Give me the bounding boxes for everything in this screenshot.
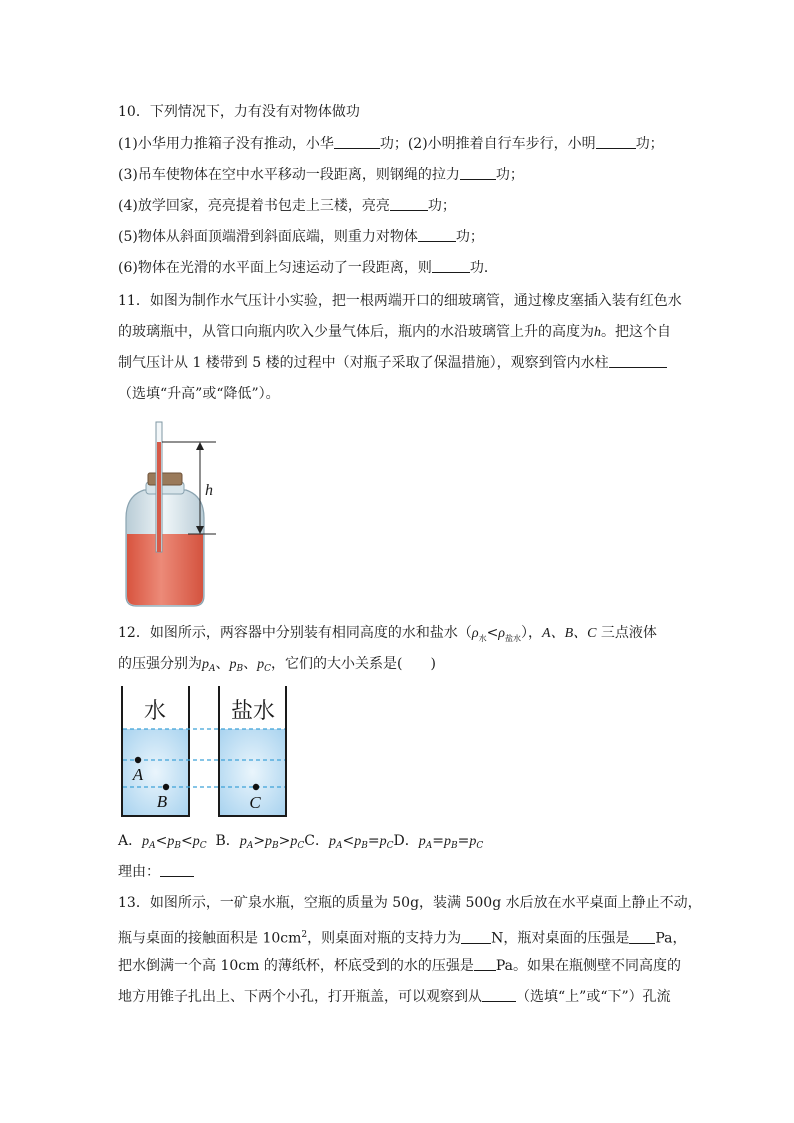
sub-c: C xyxy=(297,841,305,851)
p: p xyxy=(142,834,150,849)
option-a[interactable] xyxy=(118,833,207,849)
q13-line3 xyxy=(118,957,681,975)
p: p xyxy=(257,657,265,672)
label-b: B xyxy=(156,792,168,811)
sub-b: B xyxy=(361,841,368,851)
var-h: h xyxy=(594,325,601,340)
q12-options xyxy=(118,832,483,855)
q10-l1b: 功；(2)小明推着自行车步行，小明 xyxy=(379,136,596,152)
answer-blank[interactable] xyxy=(160,863,194,877)
red-water xyxy=(127,534,203,605)
q12-l1b: ）， xyxy=(521,625,543,641)
q12-l2a: 的压强分别为 xyxy=(118,656,202,672)
sub-c: C xyxy=(199,841,207,851)
lt: < xyxy=(486,625,499,641)
option-c[interactable] xyxy=(304,833,393,849)
points: A、B、C xyxy=(542,626,597,641)
q10-line1 xyxy=(118,135,664,153)
p: p xyxy=(229,657,237,672)
sub-b: B xyxy=(174,841,181,851)
q13-l2c: N，瓶对桌面的压强是 xyxy=(491,930,630,947)
sub-water: 水 xyxy=(478,634,487,643)
q13-l2b: ，则桌面对瓶的支持力为 xyxy=(307,930,462,947)
point-c xyxy=(253,784,259,790)
option-d-label: D． xyxy=(393,833,419,849)
label-salt-water: 盐水 xyxy=(230,699,276,724)
q11-line3 xyxy=(118,354,667,372)
sep: 、 xyxy=(215,656,230,672)
answer-blank[interactable] xyxy=(482,988,516,1002)
q13-l2d: Pa， xyxy=(655,930,687,947)
q12-l2b: ，它们的大小关系是( ) xyxy=(271,656,436,672)
q13-line2 xyxy=(118,926,687,948)
point-b xyxy=(163,784,169,790)
p: p xyxy=(239,834,247,849)
q10-l5b: 功． xyxy=(469,260,498,276)
sub-c: C xyxy=(386,841,394,851)
sub-b: B xyxy=(272,841,279,851)
q10-l5a: (6)物体在光滑的水平面上匀速运动了一段距离，则 xyxy=(118,260,432,276)
sub-a: A xyxy=(246,841,254,851)
lt: < xyxy=(155,833,168,849)
q10-line3 xyxy=(118,197,456,215)
sub-b: B xyxy=(236,664,244,674)
q13-l4a: 地方用锥子扎出上、下两个小孔，打开瓶盖，可以观察到从 xyxy=(118,989,482,1005)
p: p xyxy=(290,834,298,849)
sub-c: C xyxy=(476,841,484,851)
q10-l4a: (5)物体从斜面顶端滑到斜面底端，则重力对物体 xyxy=(118,229,418,245)
q10-line5 xyxy=(118,259,498,277)
q11-line2 xyxy=(118,323,671,342)
sup-2: 2 xyxy=(301,930,308,940)
p: p xyxy=(379,834,387,849)
sub-b: B xyxy=(450,841,458,851)
rho: ρ xyxy=(498,626,506,641)
answer-blank[interactable] xyxy=(390,197,428,211)
q13-l3a: 把水倒满一个高 10cm 的薄纸杯，杯底受到的水的压强是 xyxy=(118,958,474,974)
barometer-figure xyxy=(118,418,228,610)
q13-l4b: （选填“上”或“下”）孔流 xyxy=(516,989,671,1005)
label-c: C xyxy=(249,793,261,812)
gt: > xyxy=(253,833,266,849)
eq: = xyxy=(432,833,444,849)
answer-blank[interactable] xyxy=(461,930,491,944)
q11-l2b: 。把这个自 xyxy=(601,324,671,340)
h-label: h xyxy=(205,482,213,499)
q13-line4 xyxy=(118,988,671,1006)
lt: < xyxy=(342,833,355,849)
eq: = xyxy=(457,833,470,849)
sub-a: A xyxy=(425,841,433,851)
p: p xyxy=(329,834,337,849)
q12-l1c: 三点液体 xyxy=(596,625,657,641)
answer-blank[interactable] xyxy=(432,259,470,273)
option-c-label: C． xyxy=(304,833,330,849)
q10-l1c: 功； xyxy=(635,136,664,152)
containers-figure xyxy=(118,684,290,818)
q13-l3b: Pa。如果在瓶侧壁不同高度的 xyxy=(495,958,681,974)
answer-blank[interactable] xyxy=(334,135,380,149)
answer-blank[interactable] xyxy=(460,166,496,180)
sub-a: A xyxy=(336,841,343,851)
p: p xyxy=(469,834,477,849)
q10-line2 xyxy=(118,166,524,184)
gt: > xyxy=(278,833,291,849)
q10-l1a: (1)小华用力推箱子没有推动，小华 xyxy=(118,136,334,152)
option-b-label: B． xyxy=(215,833,240,849)
option-d[interactable] xyxy=(394,833,484,849)
answer-blank[interactable] xyxy=(596,135,636,149)
sub-salt: 盐水 xyxy=(505,634,522,643)
p: p xyxy=(354,834,362,849)
q12-l1a: 12．如图所示，两容器中分别装有相同高度的水和盐水（ xyxy=(118,625,472,641)
q10-l2b: 功； xyxy=(495,167,524,183)
sub-a: A xyxy=(209,664,216,674)
p: p xyxy=(443,834,451,849)
rho: ρ xyxy=(471,626,479,641)
q10-line4 xyxy=(118,228,484,246)
q12-line1 xyxy=(118,624,657,648)
sub-a: A xyxy=(149,841,156,851)
q10-l2a: (3)吊车使物体在空中水平移动一段距离，则钢绳的拉力 xyxy=(118,167,460,183)
p: p xyxy=(265,834,273,849)
q10-l3a: (4)放学回家，亮亮提着书包走上三楼，亮亮 xyxy=(118,198,390,214)
p: p xyxy=(418,834,426,849)
label-water: 水 xyxy=(143,699,167,724)
q10-l4b: 功； xyxy=(455,229,484,245)
q13-line1: 13．如图所示，一矿泉水瓶，空瓶的质量为 50g，装满 500g 水后放在水平桌面上静止不动， xyxy=(118,895,702,911)
eq: = xyxy=(367,833,380,849)
answer-blank[interactable] xyxy=(609,354,667,368)
answer-blank[interactable] xyxy=(418,228,456,242)
q13-l2a: 瓶与桌面的接触面积是 10cm xyxy=(118,930,302,947)
label-a: A xyxy=(132,765,144,784)
p: p xyxy=(192,834,200,849)
p: p xyxy=(202,657,209,672)
lt: < xyxy=(180,833,193,849)
p: p xyxy=(167,834,175,849)
q11-line1: 11．如图为制作水气压计小实验，把一根两端开口的细玻璃管，通过橡皮塞插入装有红色水 xyxy=(118,293,682,309)
rubber-stopper xyxy=(148,473,182,485)
point-a xyxy=(135,757,141,763)
option-a-label: A． xyxy=(118,833,143,849)
tube-water-column xyxy=(157,442,161,552)
answer-blank[interactable] xyxy=(629,930,655,944)
q11-l3: 制气压计从 1 楼带到 5 楼的过程中（对瓶子采取了保温措施），观察到管内水柱 xyxy=(118,355,609,371)
sep: 、 xyxy=(243,656,258,672)
q11-l2a: 的玻璃瓶中，从管口向瓶内吹入少量气体后，瓶内的水沿玻璃管上升的高度为 xyxy=(118,324,594,340)
q10-l3b: 功； xyxy=(427,198,456,214)
q12-reason xyxy=(118,863,194,881)
option-b[interactable] xyxy=(216,833,305,849)
q10-title: 10．下列情况下，力有没有对物体做功 xyxy=(118,104,360,120)
reason-label: 理由： xyxy=(118,864,160,880)
answer-blank[interactable] xyxy=(474,957,496,971)
sub-c: C xyxy=(264,664,272,674)
q11-line4: （选填“升高”或“降低”）。 xyxy=(118,386,280,402)
q12-line2 xyxy=(118,655,436,678)
